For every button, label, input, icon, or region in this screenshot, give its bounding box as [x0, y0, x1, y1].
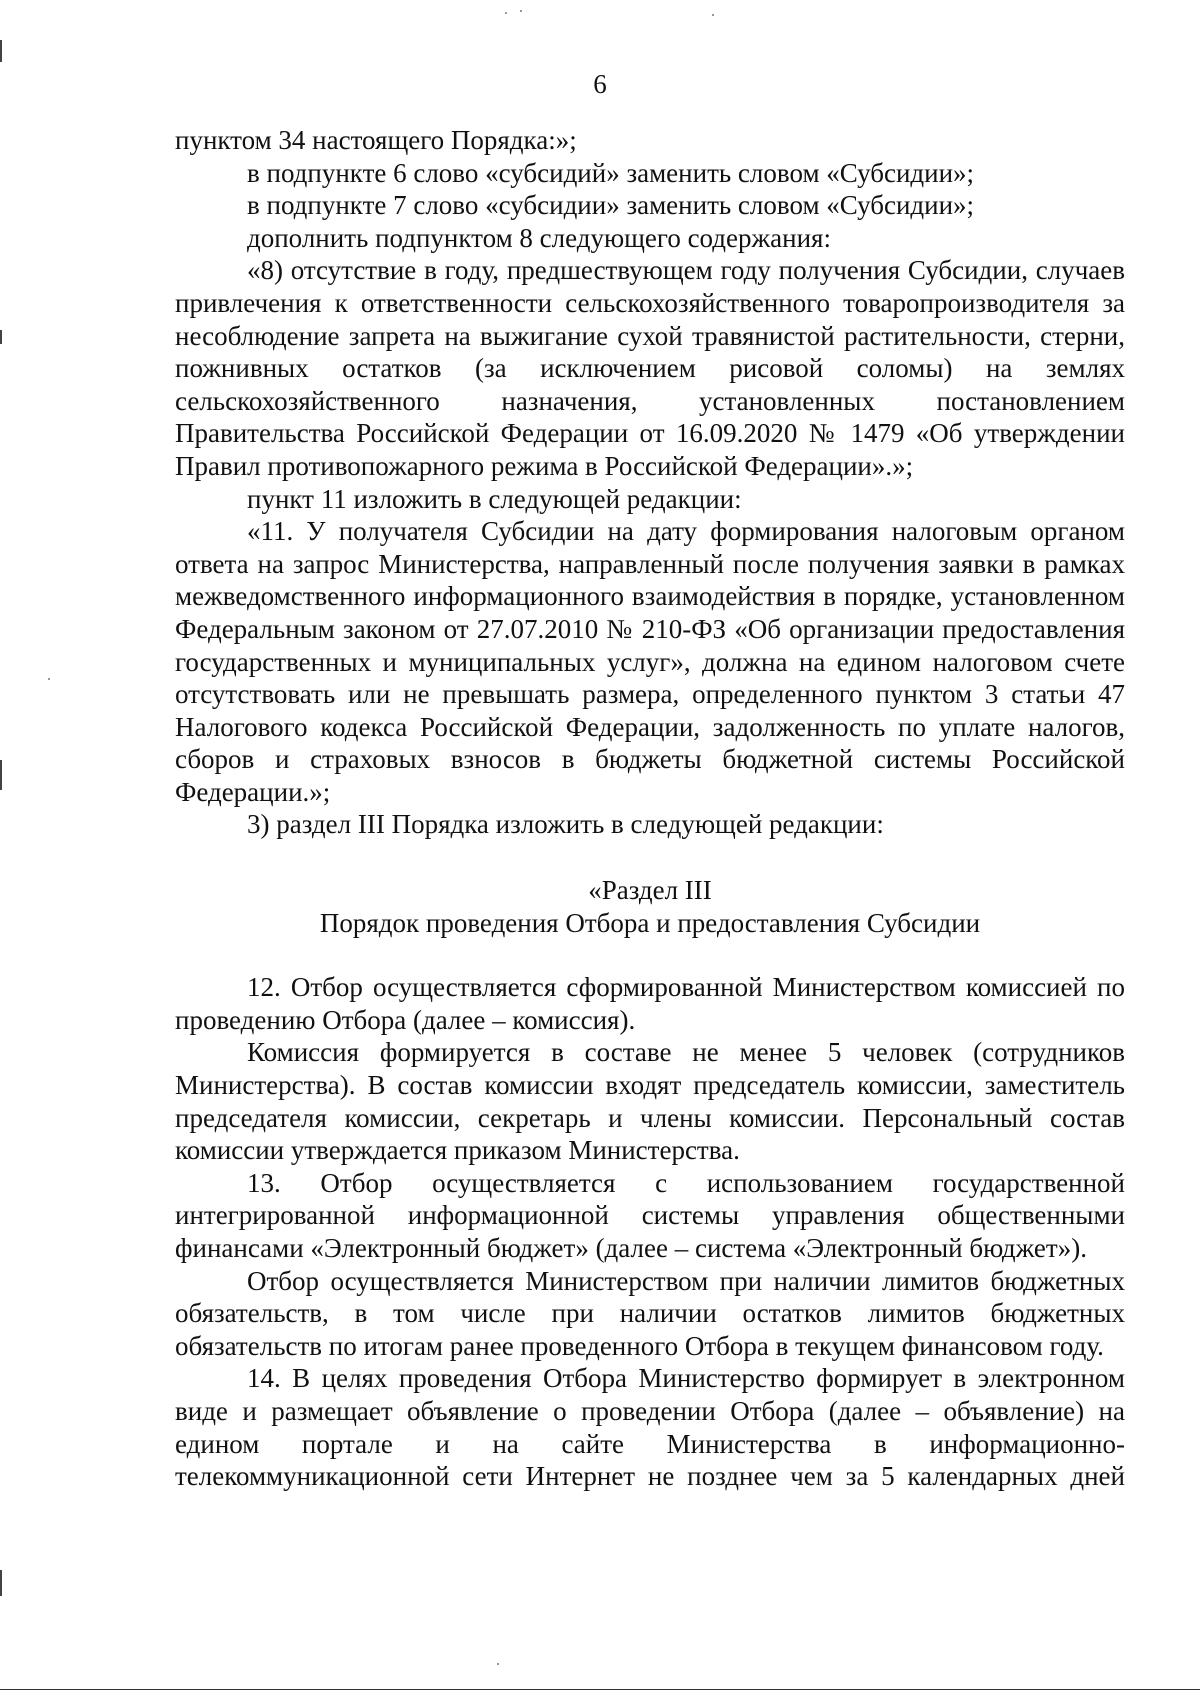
- scan-speck: [505, 12, 507, 14]
- page-number: 6: [593, 69, 607, 99]
- section-paragraph: Отбор осуществляется Министерством при наличии лимитов бюджетных обязательств, в том числе при наличии остатков лимитов бюджетных обязательств по итогам ранее проведенного Отбора в текущем финансовом году.: [175, 1265, 1125, 1361]
- paragraph: пунктом 34 настоящего Порядка:»;: [175, 125, 577, 155]
- paragraph: «11. У получателя Субсидии на дату формирования налоговым органом ответа на запрос Министерства, направленный после получения заявки в рамках межведомственного информационного взаимодействия в порядке, установленном Федеральным законом от 27.07.2010 № 210-ФЗ «Об организации предоставления государственных и муниципальных услуг», должна на едином налоговом счете отсутствовать или не превышать размера, определенного пунктом 3 статьи 47 Налогового кодекса Российской Федерации, задолженность по уплате налогов, сборов и страховых взносов в бюджеты бюджетной системы Российской Федерации.»;: [175, 516, 1125, 807]
- paragraph: пункт 11 изложить в следующей редакции:: [247, 483, 742, 514]
- section-spacer: [175, 939, 1125, 971]
- paragraph: «8) отсутствие в году, предшествующем году получения Субсидии, случаев привлечения к ответственности сельскохозяйственного товаропроизводителя за несоблюдение запрета на выжигание сухой травянистой растительности, стерни, пожнивных остатков (за исключением рисовой соломы) на землях сельскохозяйственного назначения, установленных постановлением Правительства Российской Федерации от 16.09.2020 № 1479 «Об утверждении Правил противопожарного режима в Российской Федерации».»;: [175, 255, 1125, 481]
- scan-speck: [712, 14, 714, 16]
- section-subheading: Порядок проведения Отбора и предоставления Субсидии: [319, 907, 981, 938]
- scan-edge-mark: [0, 1570, 2, 1596]
- paragraph: в подпункте 6 слово «субсидий» заменить словом «Субсидии»;: [247, 157, 975, 188]
- section-paragraph: 13. Отбор осуществляется с использованием государственной интегрированной информационной системы управления общественными финансами «Электронный бюджет» (далее – система «Электронный бюджет»).: [175, 1167, 1125, 1263]
- scan-edge-mark: [0, 40, 2, 62]
- scan-bottom-line: [0, 1689, 1200, 1690]
- section-paragraph: 14. В целях проведения Отбора Министерство формирует в электронном виде и размещает объявление о проведении Отбора (далее – объявление) на едином портале и на сайте Министерства в информационно-телекоммуникационной сети Интернет не позднее чем за 5 календарных дней: [175, 1363, 1125, 1492]
- scan-speck: [497, 1663, 499, 1665]
- scan-edge-mark: [0, 330, 2, 344]
- paragraph: 3) раздел III Порядка изложить в следующей редакции:: [247, 809, 884, 840]
- paragraph: в подпункте 7 слово «субсидии» заменить словом «Субсидии»;: [247, 190, 975, 221]
- section-paragraph: Комиссия формируется в составе не менее 5 человек (сотрудников Министерства). В состав комиссии входят председатель комиссии, заместитель председателя комиссии, секретарь и члены комиссии. Персональный состав комиссии утверждается приказом Министерства.: [175, 1037, 1125, 1166]
- section-heading: «Раздел III: [588, 875, 712, 906]
- scan-speck: [48, 678, 50, 680]
- paragraph: дополнить подпунктом 8 следующего содержания:: [247, 222, 831, 253]
- scan-speck: [520, 10, 522, 12]
- section-paragraph: 12. Отбор осуществляется сформированной Министерством комиссией по проведению Отбора (далее – комиссия).: [175, 972, 1125, 1035]
- scan-edge-mark: [0, 760, 2, 790]
- document-body: [175, 124, 1125, 1493]
